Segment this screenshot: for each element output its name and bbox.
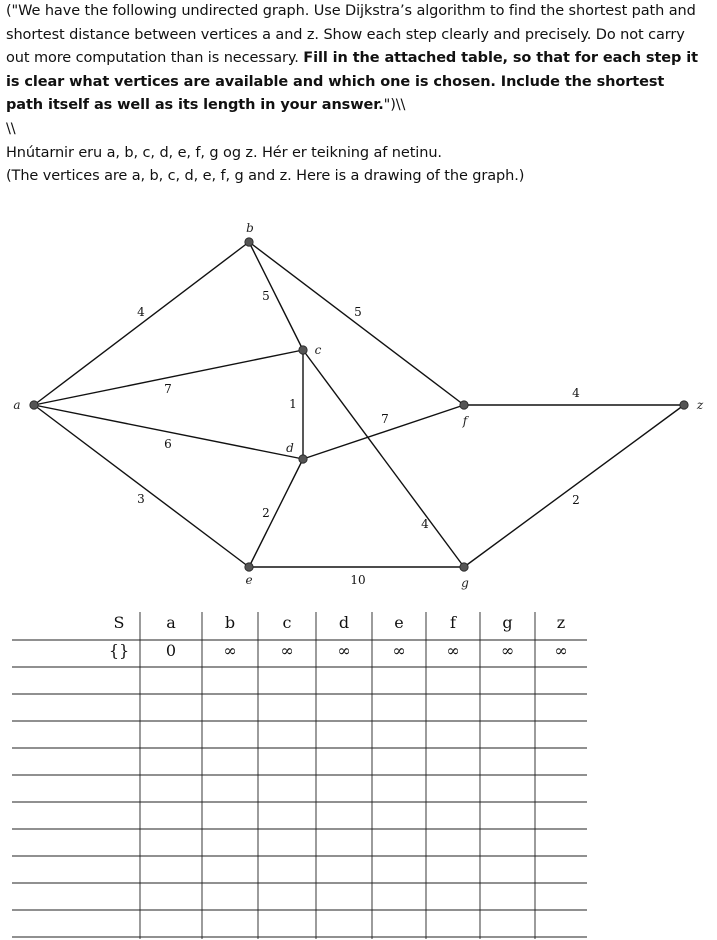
- edge-weight-a-d: 6: [164, 437, 172, 451]
- instructions-bold-text: Fill in the attached table, so that for each step it is clear what vertices are available and which one is chosen. Include the shortest path itself as well as its length in your answer.: [6, 50, 698, 114]
- graph-drawing: [13, 221, 703, 590]
- vertex-label-g: g: [461, 576, 469, 590]
- table-cell-initial-e: ∞: [392, 641, 406, 660]
- vertex-z: [680, 401, 688, 409]
- edge-weight-b-c: 5: [262, 289, 270, 303]
- edge-a-e: [34, 405, 249, 567]
- edge-d-e: [249, 459, 303, 567]
- edge-weight-a-c: 7: [164, 382, 172, 396]
- table-header-z: z: [556, 613, 566, 632]
- table-cell-initial-c: ∞: [280, 641, 294, 660]
- instructions-tail: ")\\: [383, 97, 406, 114]
- vertices-icelandic: Hnútarnir eru a, b, c, d, e, f, g og z. Hér er teikning af netinu.: [6, 144, 442, 161]
- vertex-label-d: d: [286, 441, 294, 455]
- table-cell-initial-b: ∞: [223, 641, 237, 660]
- edge-weight-c-g: 4: [421, 517, 429, 531]
- edge-a-b: [34, 242, 249, 405]
- edge-weight-g-z: 2: [572, 493, 580, 507]
- edge-weight-a-b: 4: [137, 305, 145, 319]
- line-break-marker: \\: [6, 120, 16, 137]
- vertex-d: [299, 455, 307, 463]
- table-cell-initial-S: {}: [108, 641, 130, 660]
- vertex-label-a: a: [13, 398, 21, 412]
- vertex-b: [245, 238, 253, 246]
- table-cell-initial-a: 0: [165, 641, 177, 660]
- table-header-d: d: [338, 613, 350, 632]
- edge-g-z: [464, 405, 684, 567]
- edge-weight-c-d: 1: [289, 397, 297, 411]
- table-header-a: a: [166, 613, 176, 632]
- table-header-f: f: [450, 613, 456, 632]
- edge-weight-e-g: 10: [350, 573, 366, 587]
- edge-b-c: [249, 242, 303, 350]
- table-header-S: S: [113, 613, 125, 632]
- dijkstra-table: [12, 612, 587, 939]
- vertex-c: [299, 346, 307, 354]
- vertex-label-b: b: [246, 221, 254, 235]
- edge-weight-d-e: 2: [262, 506, 270, 520]
- edge-b-f: [249, 242, 464, 405]
- table-cell-initial-z: ∞: [554, 641, 568, 660]
- edge-a-c: [34, 350, 303, 405]
- vertex-e: [245, 563, 253, 571]
- instructions-text: ("We have the following undirected graph. Use Dijkstra’s algorithm to find the shortest path and shortest distance between vertices a and z. Show each step clearly and precisely. Do not carry out more computation than is necessary.: [6, 3, 696, 67]
- vertex-label-f: f: [462, 414, 468, 428]
- table-cell-initial-d: ∞: [337, 641, 351, 660]
- vertices-english: (The vertices are a, b, c, d, e, f, g and z. Here is a drawing of the graph.): [6, 168, 525, 185]
- table-cell-initial-g: ∞: [500, 641, 515, 660]
- table-header-b: b: [224, 613, 236, 632]
- edge-weight-a-e: 3: [137, 492, 145, 506]
- vertex-label-z: z: [696, 398, 704, 412]
- edge-c-g: [303, 350, 464, 567]
- edge-weight-d-f: 7: [381, 412, 389, 426]
- vertex-a: [30, 401, 38, 409]
- vertex-f: [460, 401, 468, 409]
- vertex-g: [460, 563, 468, 571]
- table-header-c: c: [282, 613, 292, 632]
- table-cell-initial-f: ∞: [446, 641, 460, 660]
- edge-weight-f-z: 4: [572, 386, 580, 400]
- table-header-g: g: [502, 613, 513, 632]
- vertex-label-c: c: [314, 343, 322, 357]
- table-header-e: e: [394, 613, 404, 632]
- edge-weight-b-f: 5: [354, 305, 362, 319]
- vertex-label-e: e: [245, 573, 253, 587]
